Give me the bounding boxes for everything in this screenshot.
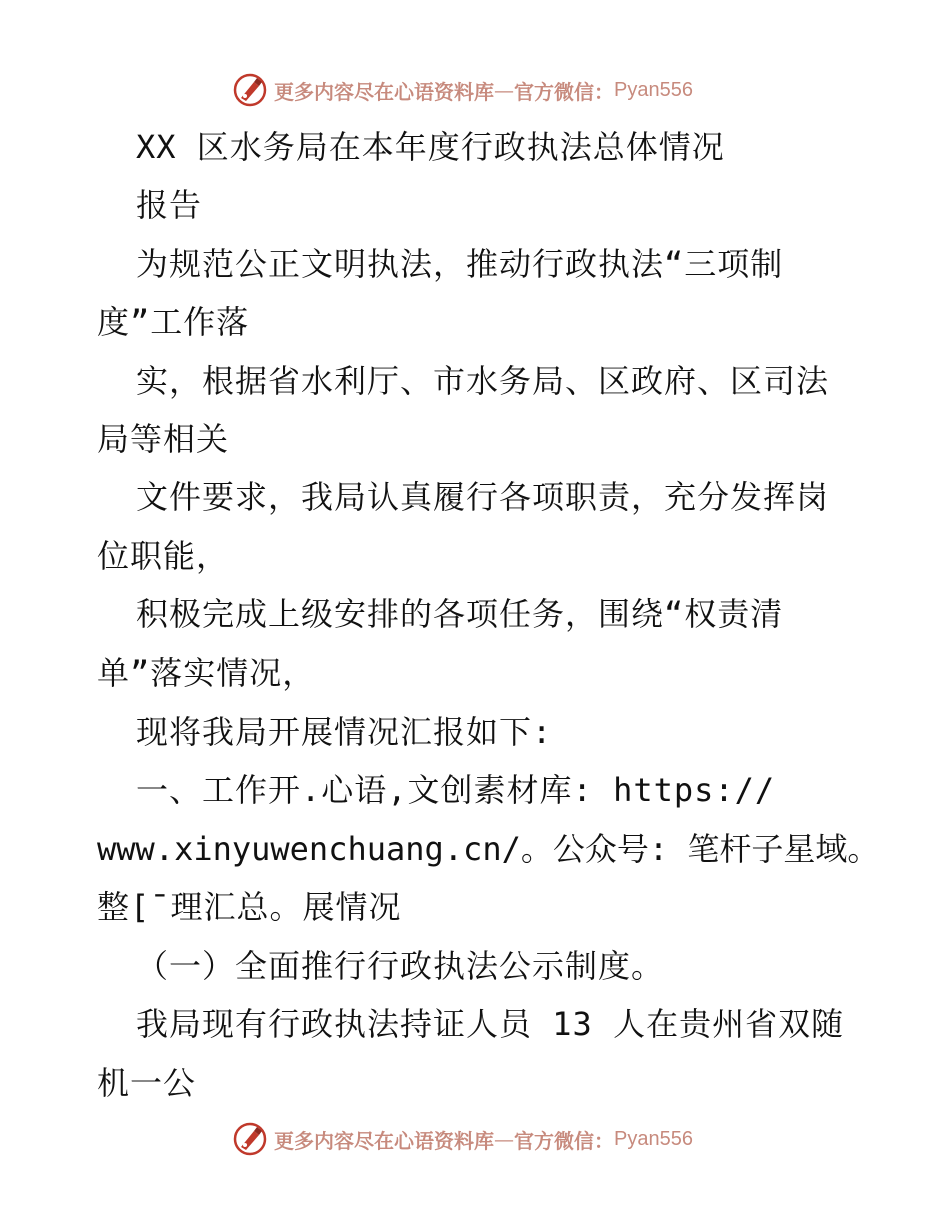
- doc-paragraph-line: 单”落实情况，: [97, 654, 316, 692]
- doc-paragraph-line: www.xinyuwenchuang.cn/。公众号: 笔杆子星域。: [97, 830, 880, 868]
- watermark-wechat-id: Pyan556: [614, 78, 693, 101]
- doc-title-line-2: 报告: [136, 186, 203, 224]
- doc-paragraph-line: 我局现有行政执法持证人员 13 人在贵州省双随: [136, 1005, 845, 1043]
- watermark-banner-bottom: [232, 1119, 693, 1159]
- pen-circle-logo-icon: [232, 72, 268, 108]
- watermark-banner-top: [232, 70, 693, 110]
- doc-paragraph-line: 文件要求，我局认真履行各项职责，充分发挥岗: [136, 478, 830, 516]
- doc-paragraph-line: 积极完成上级安排的各项任务，围绕“权责清: [136, 595, 784, 633]
- watermark-wechat-id: Pyan556: [614, 1127, 693, 1150]
- watermark-dash: —: [494, 1127, 514, 1151]
- doc-paragraph-line: 实，根据省水利厅、市水务局、区政府、区司法: [136, 362, 830, 400]
- watermark-dash: —: [494, 78, 514, 102]
- watermark-site-text: 更多内容尽在心语资料库: [274, 1128, 494, 1153]
- doc-paragraph-line: 度”工作落: [97, 303, 250, 341]
- doc-paragraph-line: 现将我局开展情况汇报如下:: [136, 713, 553, 751]
- doc-section-heading: 一、工作开.心语,文创素材库: https://: [136, 771, 776, 809]
- doc-paragraph-line: 机一公: [97, 1064, 197, 1102]
- doc-paragraph-line: 整[¯理汇总。展情况: [97, 888, 402, 926]
- watermark-wechat-label: 官方微信：: [514, 1128, 614, 1153]
- doc-subsection-heading: （一）全面推行行政执法公示制度。: [136, 947, 665, 985]
- watermark-site-text: 更多内容尽在心语资料库: [274, 79, 494, 104]
- pen-circle-logo-icon: [232, 1121, 268, 1157]
- doc-paragraph-line: 为规范公正文明执法，推动行政执法“三项制: [136, 245, 784, 283]
- doc-paragraph-line: 局等相关: [97, 420, 230, 458]
- watermark-wechat-label: 官方微信：: [514, 79, 614, 104]
- doc-title-line-1: XX 区水务局在本年度行政执法总体情况: [136, 128, 725, 166]
- doc-paragraph-line: 位职能，: [97, 537, 230, 575]
